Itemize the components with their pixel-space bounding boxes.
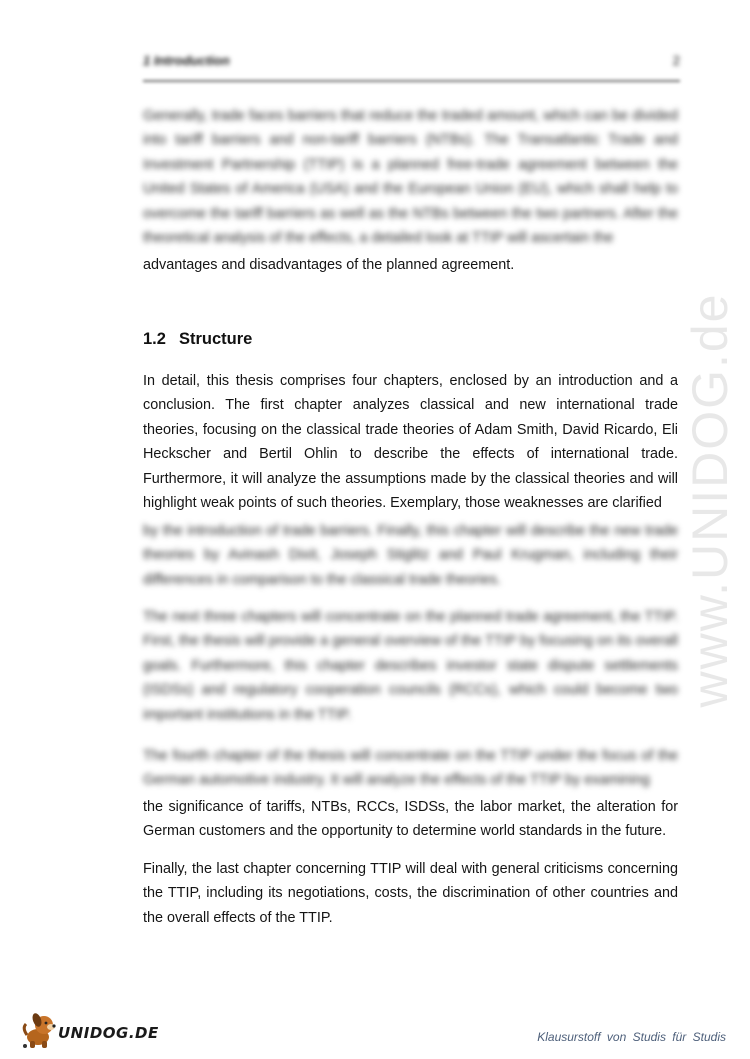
header-divider (143, 80, 680, 82)
dog-mascot-icon (22, 1010, 62, 1050)
watermark: www.UNIDOG.de (682, 292, 738, 708)
header-chapter-title: 1 Introduction (143, 53, 230, 68)
intro-paragraph-blurred: Generally, trade faces barriers that reduce the traded amount, which can be divided into tariff barriers and non-tariff barriers (NTBs). The Transatlantic Trade and Investment Partnership (TTIP) is a planned free-trade agreement between the United States of America (USA) and the European Union (EU), which shall help to overcome the tariff barriers as well as the NTBs between the two partners. After the theoretical analysis of the effects, a detailed look at TTIP will ascertain the (143, 108, 678, 247)
footer-tagline: Klausurstoff von Studis für Studis (537, 1030, 726, 1044)
page-header (143, 52, 680, 74)
paragraph-1-clear: In detail, this thesis comprises four chapters, enclosed by an introduction and a conclusion. The first chapter analyzes classical and new international trade theories, focusing on the classical trade theories of Adam Smith, David Ricardo, Eli Heckscher and Bertil Ohlin to describe the effects of international trade. Furthermore, it will analyze the assumptions made by the classical theories and will highlight weak points of such theories. Exemplary, those weaknesses are clarified (143, 373, 678, 512)
intro-paragraph-clear: advantages and disadvantages of the planned agreement. (143, 257, 515, 273)
section-title: Structure (179, 330, 253, 348)
header-page-number: 2 (672, 53, 680, 68)
paragraph-3-clear: the significance of tariffs, NTBs, RCCs, ISDSs, the labor market, the alteration for German customers and the opportunity to determine world standards in the future. (143, 799, 678, 840)
paragraph-4-clear: Finally, the last chapter concerning TTIP will deal with general criticisms concerning the TTIP, including its negotiations, costs, the discrimination of other countries and the overall effects of the TTIP. (143, 861, 678, 926)
paragraph-2-blurred: The next three chapters will concentrate on the planned trade agreement, the TTIP. First, the thesis will provide a general overview of the TTIP by focusing on its overall goals. Furthermore, this chapter describes investor state dispute settlements (ISDSs) and regulatory cooperation councils (RCCs), which could become two important institutions in the TTIP. (143, 609, 678, 723)
section-number: 1.2 (143, 330, 166, 348)
paragraph-1-blurred: by the introduction of trade barriers. Finally, this chapter will describe the new trade theories by Avinash Dixit, Joseph Stiglitz and Paul Krugman, including their differences in comparison to the classical trade theories. (143, 523, 678, 588)
unidog-logo (22, 1010, 157, 1050)
paragraph-3-blurred: The fourth chapter of the thesis will concentrate on the TTIP under the focus of the German automotive industry. It will analyze the effects of the TTIP by examining (143, 748, 678, 789)
logo-text: UNIDOG.DE (58, 1024, 159, 1042)
section-heading (143, 330, 252, 349)
